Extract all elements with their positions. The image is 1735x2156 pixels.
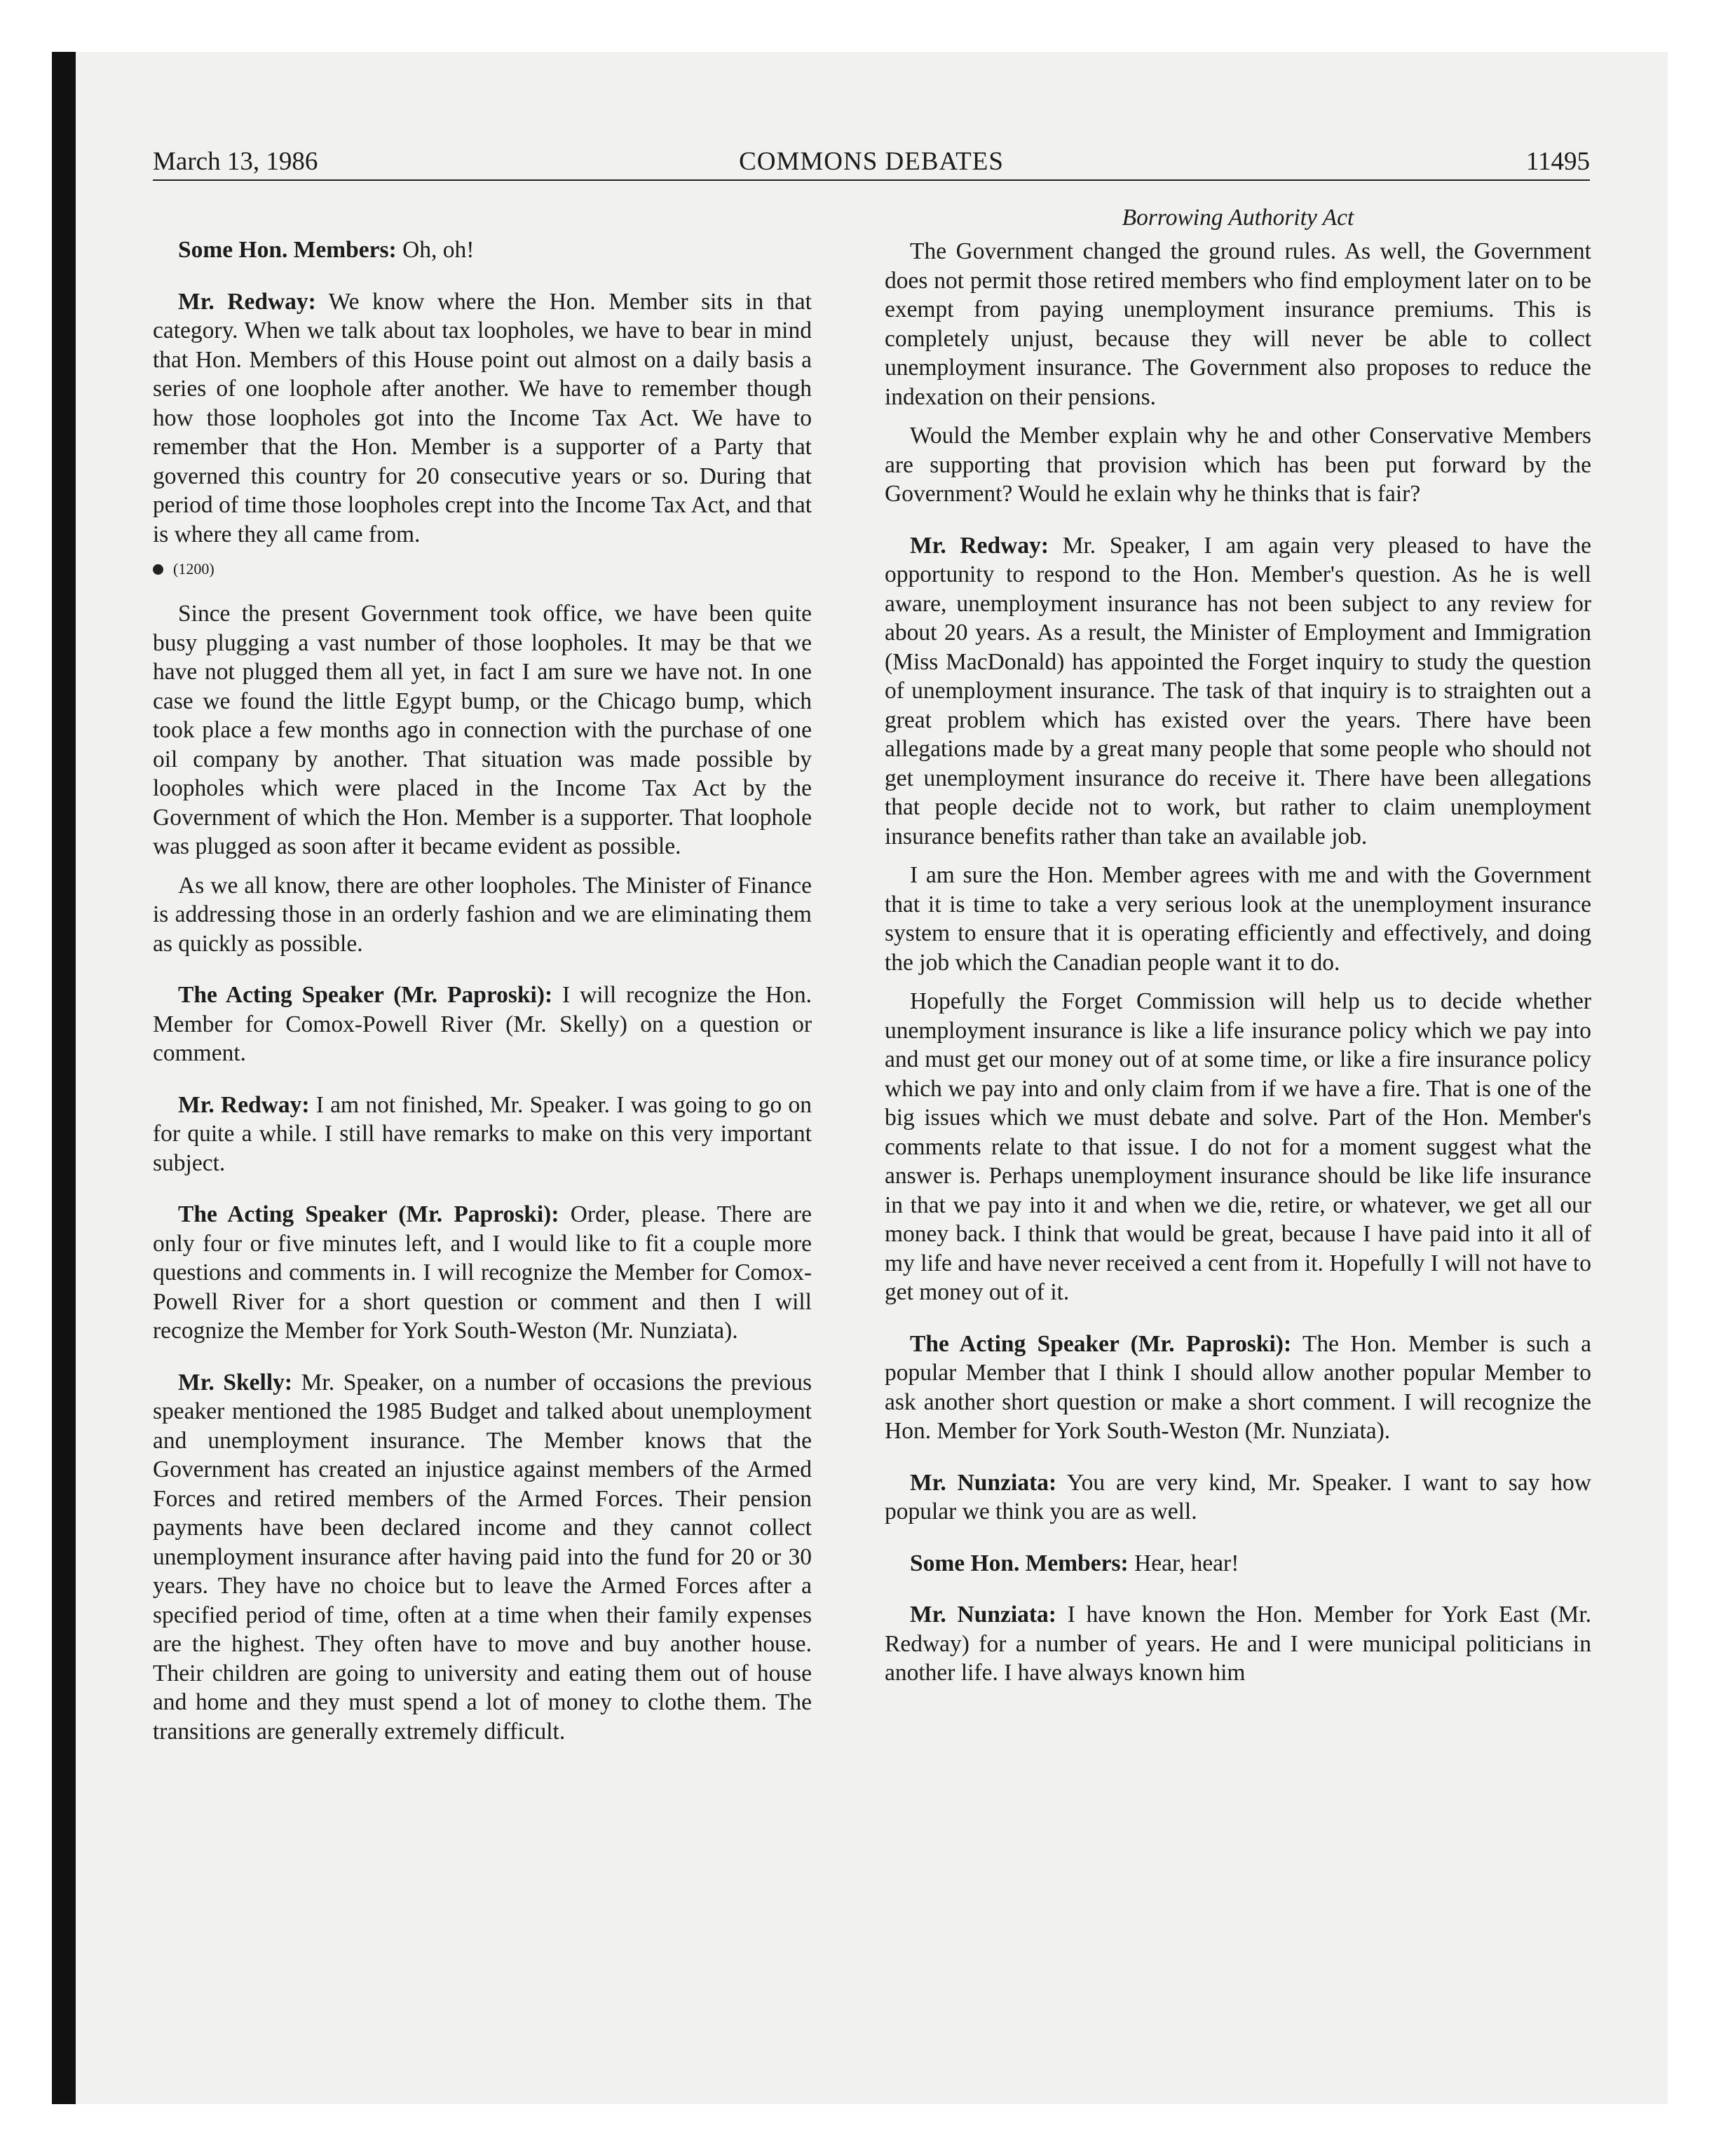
- speech-text: The Hon. Member is such a popular Member that I think I should allow another popular Member to ask another short question or make a short comment. I will recognize the Hon. Member for York South-Weston (Mr. Nunziata).: [885, 1330, 1591, 1444]
- speech-text: We know where the Hon. Member sits in that category. When we talk about tax loopholes, we have to bear in mind that Hon. Members of this House point out almost on a daily basis a series of one loophole after another. We have to remember though how those loopholes got into the Income Tax Act. We have to remember that the Hon. Member is a supporter of a Party that governed this country for 20 consecutive years or so. During that period of time those loopholes crept into the Income Tax Act, and that is where they all came from.: [153, 288, 812, 547]
- speech-text: Hear, hear!: [1128, 1550, 1239, 1576]
- paragraph: [885, 1549, 1591, 1578]
- bullet-icon: [153, 564, 163, 575]
- speech-text: You are very kind, Mr. Speaker. I want to say how popular we think you are as well.: [885, 1469, 1591, 1524]
- speech-text: I have known the Hon. Member for York East (Mr. Redway) for a number of years. He and I were municipal politicians in another life. I have always known him: [885, 1602, 1591, 1686]
- speaker-name: The Acting Speaker (Mr. Paproski):: [178, 1201, 559, 1227]
- header-page-number: 11495: [1525, 147, 1590, 176]
- running-head: [153, 144, 1590, 179]
- speech-text: Would the Member explain why he and other Conservative Members are supporting that provision which has been put forward by the Government? Would he exlain why he thinks that is fair?: [885, 423, 1591, 507]
- speaker-name: Mr. Nunziata:: [910, 1469, 1057, 1496]
- speech-text: Mr. Speaker, on a number of occasions the previous speaker mentioned the 1985 Budget and talked about unemployment and unemployment insurance. The Member knows that the Government has created an injustice against members of the Armed Forces and retired members of the Armed Forces. Their pension payments have been declared income and they cannot collect unemployment insurance after having paid into the fund for 20 or 30 years. They have no choice but to leave the Armed Forces after a specified period of time, often at a time when their family expenses are the highest. They often have to move and buy another house. Their children are going to university and eating them out of house and home and they must spend a lot of money to clothe them. The transitions are generally extremely difficult.: [153, 1369, 812, 1745]
- speech-text: I am not finished, Mr. Speaker. I was going to go on for quite a while. I still have remarks to make on this very important subject.: [153, 1091, 812, 1176]
- speech-text: Hopefully the Forget Commission will help us to decide whether unemployment insurance is like a life insurance policy which we pay into and must get our money out of at some time, or like a fire insurance policy which we pay into and only claim from if we have a fire. That is one of the big issues which we must debate and solve. Part of the Hon. Member's comments relate to that issue. I do not for a moment suggest what the answer is. Perhaps unemployment insurance should be like life insurance in that we pay into it and when we die, retire, or whatever, we get all our money back. I think that would be great, because I have paid into it all of my life and have never received a cent from it. Hopefully I will not have to get money out of it.: [885, 988, 1591, 1305]
- header-rule: [153, 179, 1590, 181]
- paragraph: [885, 237, 1591, 411]
- paragraph: [885, 1600, 1591, 1688]
- speech-text: I am sure the Hon. Member agrees with me and with the Government that it is time to take a very serious look at the unemployment insurance system to ensure that it is operating efficiently and effectively, and doing the job which the Canadian people want it to do.: [885, 862, 1591, 976]
- paragraph: [885, 1468, 1591, 1527]
- speaker-name: Mr. Redway:: [178, 1091, 310, 1118]
- header-publication: COMMONS DEBATES: [739, 147, 1004, 176]
- speech-text: Order, please. There are only four or five minutes left, and I would like to fit a couple more questions and comments in. I will recognize the Member for Comox-Powell River for a short question or comment and then I will recognize the Member for York South-Weston (Mr. Nunziata).: [153, 1201, 812, 1344]
- scan-border: [52, 52, 76, 2104]
- speaker-name: Mr. Skelly:: [178, 1369, 293, 1396]
- paragraph: [153, 871, 812, 959]
- speaker-name: The Acting Speaker (Mr. Paproski):: [178, 982, 553, 1008]
- paragraph: [153, 1200, 812, 1346]
- left-column: [153, 236, 812, 1768]
- paragraph: [153, 287, 812, 550]
- paragraph: [885, 1330, 1591, 1446]
- paragraph: [153, 1091, 812, 1178]
- speech-text: Since the present Government took office, we have been quite busy plugging a vast number of those loopholes. It may be that we have not plugged them all yet, in fact I am sure we have not. In one case we found the little Egypt bump, or the Chicago bump, which took place a few months ago in connection with the purchase of one oil company by another. That situation was made possible by loopholes which were placed in the Income Tax Act by the Government of which the Hon. Member is a supporter. That loophole was plugged as soon after it became evident as possible.: [153, 601, 812, 859]
- time-marker: [153, 559, 812, 580]
- section-title: Borrowing Authority Act: [1122, 205, 1354, 231]
- paragraph: [885, 861, 1591, 977]
- speaker-name: Some Hon. Members:: [910, 1550, 1129, 1576]
- paragraph: [885, 987, 1591, 1307]
- speech-text: The Government changed the ground rules. As well, the Government does not permit those retired members who find employment later on to be exempt from paying unemployment insurance premiums. This is completely unjust, because they will never be able to collect unemployment insurance. The Government also proposes to reduce the indexation on their pensions.: [885, 238, 1591, 410]
- paragraph: [885, 531, 1591, 852]
- paragraph: [885, 421, 1591, 509]
- speech-text: I will recognize the Hon. Member for Comox-Powell River (Mr. Skelly) on a question or comment.: [153, 982, 812, 1066]
- speaker-name: The Acting Speaker (Mr. Paproski):: [910, 1330, 1292, 1357]
- right-column: [885, 203, 1591, 1710]
- paragraph: [153, 981, 812, 1068]
- paragraph: [153, 599, 812, 861]
- speech-text: Oh, oh!: [396, 237, 475, 263]
- paragraph: [153, 236, 812, 265]
- speaker-name: Some Hon. Members:: [178, 237, 397, 263]
- header-date: March 13, 1986: [153, 147, 318, 176]
- speaker-name: Mr. Nunziata:: [910, 1602, 1056, 1628]
- speaker-name: Mr. Redway:: [910, 532, 1049, 559]
- speech-text: As we all know, there are other loopholes. The Minister of Finance is addressing those in an orderly fashion and we are eliminating them as quickly as possible.: [153, 872, 812, 957]
- paragraph: [153, 1368, 812, 1747]
- speech-text: Mr. Speaker, I am again very pleased to have the opportunity to respond to the Hon. Member's question. As he is well aware, unemployment insurance has not been subject to any review for about 20 years. As a result, the Minister of Employment and Immigration (Miss MacDonald) has appointed the Forget inquiry to study the question of unemployment insurance. The task of that inquiry is to straighten out a great problem which has existed over the years. There have been allegations made by a great many people that some people who should not get unemployment insurance do receive it. There have been allegations that people decide not to work, but rather to claim unemployment insurance benefits rather than take an available job.: [885, 532, 1591, 850]
- time-marker-label: (1200): [173, 560, 215, 578]
- speaker-name: Mr. Redway:: [178, 288, 316, 315]
